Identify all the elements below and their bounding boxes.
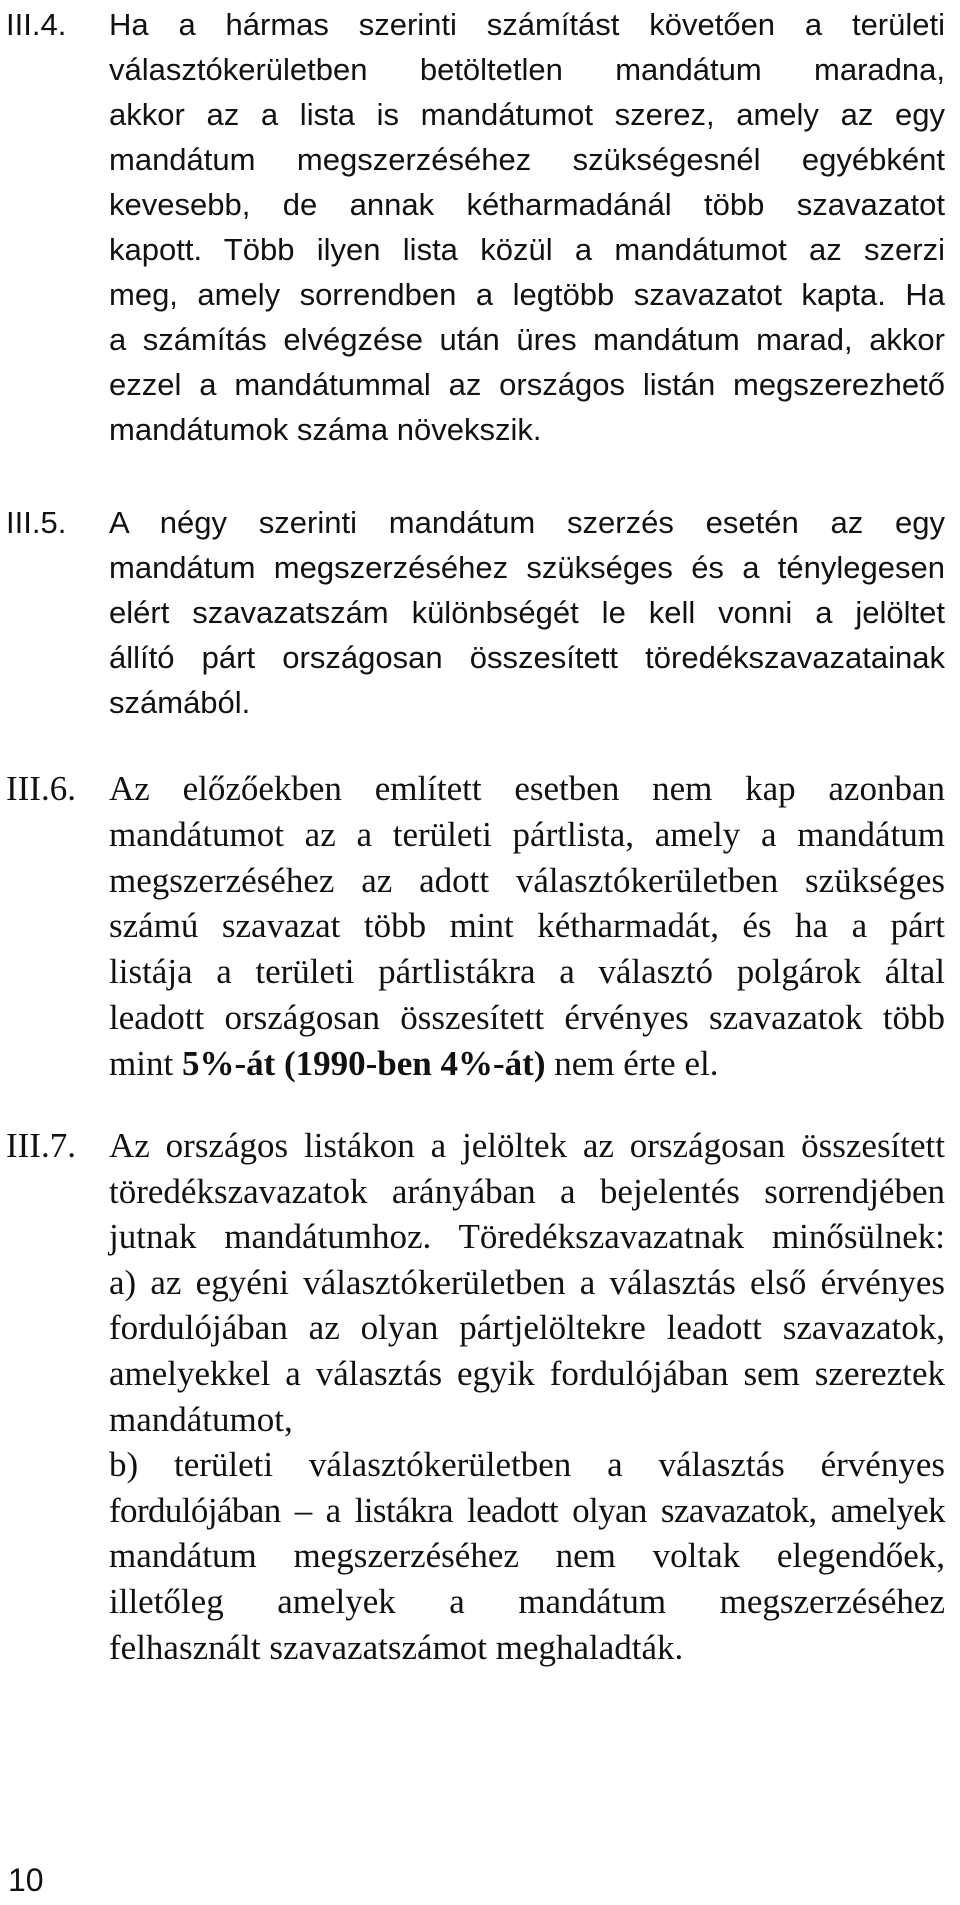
section-body (109, 766, 945, 1087)
bold-percentage: 5%-át (1990-ben 4%-át) (181, 1043, 546, 1083)
text-run: nem érte el. (545, 1043, 719, 1083)
text-line: kevesebb, de annak kétharmadánál több szavazatot (109, 187, 945, 222)
text-line: mandátumot az a területi pártlista, amely a mandátum (109, 814, 945, 854)
text-line: mandátumot, (109, 1399, 293, 1439)
text-line: állító párt országosan összesített töredékszavazatainak (109, 640, 945, 675)
text-line: b) területi választókerületben a választás érvényes (109, 1445, 945, 1485)
text-line: mandátum megszerzéséhez szükségesnél egyébként (109, 142, 945, 177)
section-number: III.4. (6, 7, 67, 42)
text-line: töredékszavazatok arányában a bejelentés sorrendjében (109, 1171, 945, 1211)
text-line: mandátum megszerzéséhez nem voltak elegendőek, (109, 1536, 945, 1576)
text-line: kapott. Több ilyen lista közül a mandátumot az szerzi (109, 232, 945, 267)
page-number: 10 (8, 1862, 44, 1898)
text-line: illetőleg amelyek a mandátum megszerzéséhez (109, 1581, 945, 1621)
text-line: elért szavazatszám különbségét le kell vonni a jelöltet (109, 595, 945, 630)
text-line-final (109, 1041, 945, 1087)
section-number: III.7. (6, 1126, 76, 1165)
text-line: választókerületben betöltetlen mandátum maradna, (109, 52, 945, 87)
text-line: számából. (109, 685, 251, 720)
section-body (109, 1123, 945, 1670)
text-line: fordulójában az olyan pártjelöltekre leadott szavazatok, (109, 1308, 945, 1348)
text-line: Ha a hármas szerinti számítást követően a területi (109, 7, 945, 42)
text-line: amelyekkel a választás egyik fordulójában sem szereztek (109, 1353, 945, 1393)
text-line: mandátum megszerzéséhez szükséges és a ténylegesen (109, 550, 945, 585)
text-line: leadott országosan összesített érvényes szavazatok több (109, 997, 945, 1037)
text-line: megszerzéséhez az adott választókerületben szükséges (109, 860, 945, 900)
text-line: listája a területi pártlistákra a választó polgárok által (109, 952, 945, 992)
text-line: a) az egyéni választókerületben a választás első érvényes (109, 1262, 945, 1302)
section-body (109, 500, 945, 725)
text-run: mint (109, 1043, 182, 1083)
text-line: számú szavazat több mint kétharmadát, és ha a párt (109, 906, 945, 946)
section-body (109, 2, 945, 452)
text-line: jutnak mandátumhoz. Töredékszavazatnak minősülnek: (109, 1217, 945, 1257)
text-line: meg, amely sorrendben a legtöbb szavazatot kapta. Ha (109, 277, 945, 312)
text-line: A négy szerinti mandátum szerzés esetén az egy (109, 505, 945, 540)
text-line: fordulójában – a listákra leadott olyan szavazatok, amelyek (109, 1490, 945, 1530)
text-line: ezzel a mandátummal az országos listán megszerezhető (109, 367, 945, 402)
text-line: felhasznált szavazatszámot meghaladták. (109, 1627, 684, 1667)
section-number: III.5. (6, 505, 67, 540)
text-line: Az előzőekben említett esetben nem kap azonban (109, 769, 945, 808)
section-number: III.6. (6, 769, 76, 808)
text-line: Az országos listákon a jelöltek az országosan összesített (109, 1126, 945, 1165)
text-line: mandátumok száma növekszik. (109, 412, 542, 447)
text-line: a számítás elvégzése után üres mandátum marad, akkor (109, 322, 945, 357)
text-line: akkor az a lista is mandátumot szerez, amely az egy (109, 97, 945, 132)
